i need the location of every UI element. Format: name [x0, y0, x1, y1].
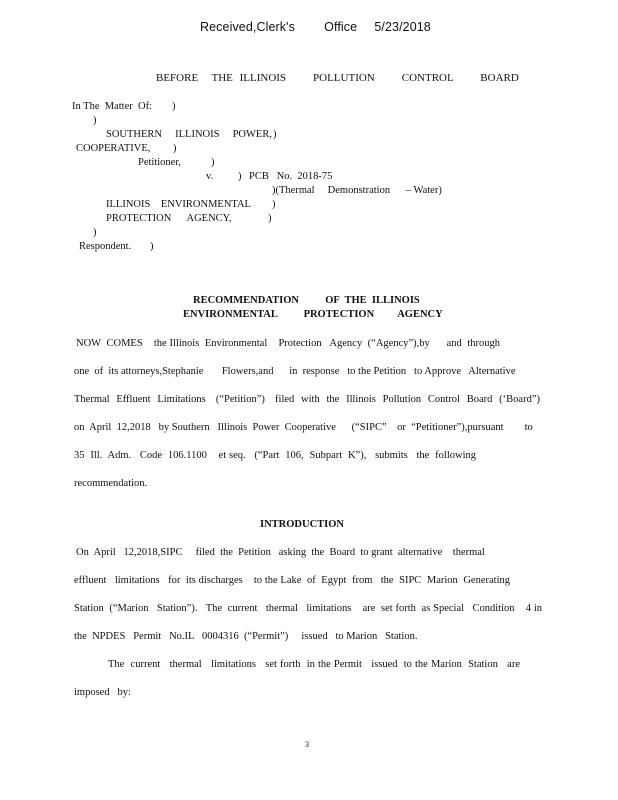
- caption-petitioner-name: SOUTHERN ILLINOIS POWER,: [106, 129, 272, 140]
- caption-bracket: ): [272, 199, 276, 210]
- caption-bracket: ): [93, 227, 97, 238]
- paragraph-line: the NPDES Permit No.IL 0004316 (“Permit”) issued to Marion Station.: [74, 631, 418, 642]
- caption-bracket: ): [273, 129, 277, 140]
- caption-bracket: ): [238, 171, 242, 182]
- caption-respondent-role: Respondent.: [79, 241, 132, 252]
- caption-respondent-name: ILLINOIS ENVIRONMENTAL: [106, 199, 251, 210]
- caption-bracket: ): [173, 143, 177, 154]
- stamp-received: Received,Clerk's: [200, 20, 295, 34]
- page-number: 3: [305, 740, 309, 749]
- stamp-date: 5/23/2018: [374, 20, 431, 34]
- paragraph-line: on April 12,2018 by Southern Illinois Power Cooperative (“SIPC” or “Petitioner”),pursuant to: [74, 422, 533, 433]
- introduction-heading: INTRODUCTION: [260, 519, 345, 530]
- paragraph-line: On April 12,2018,SIPC filed the Petition asking the Board to grant alternative thermal: [76, 547, 485, 558]
- paragraph-line: imposed by:: [74, 687, 131, 698]
- case-description: )(Thermal Demonstration – Water): [272, 185, 442, 196]
- paragraph-line: NOW COMES the Illinois Environmental Protection Agency (“Agency”),by and through: [76, 338, 500, 349]
- case-number: PCB No. 2018-75: [249, 171, 333, 182]
- paragraph-line: recommendation.: [74, 478, 148, 489]
- caption-bracket: ): [268, 213, 272, 224]
- caption-bracket: ): [150, 241, 154, 252]
- paragraph-line: one of its attorneys,Stephanie Flowers,and in response to the Petition to Approve Alternative: [74, 366, 516, 377]
- clerk-stamp: [200, 20, 431, 34]
- board-title: BEFORE THE ILLINOIS POLLUTION CONTROL BOARD: [156, 72, 519, 84]
- paragraph-line: Station (“Marion Station”). The current thermal limitations are set forth as Special Condition 4 in: [74, 603, 542, 614]
- paragraph-line: 35 Ill. Adm. Code 106.1100 et seq. (“Part 106, Subpart K”), submits the following: [74, 450, 476, 461]
- paragraph-line: effluent limitations for its discharges to the Lake of Egypt from the SIPC Marion Generating: [74, 575, 510, 586]
- paragraph-line: Thermal Effluent Limitations (“Petition”) filed with the Illinois Pollution Control Board (‘Board”): [74, 394, 540, 405]
- caption-matter-of: In The Matter Of:: [72, 101, 152, 112]
- caption-bracket: ): [93, 115, 97, 126]
- document-heading-line1: RECOMMENDATION OF THE ILLINOIS: [193, 295, 420, 306]
- caption-bracket: ): [211, 157, 215, 168]
- paragraph-line: The current thermal limitations set forth in the Permit issued to the Marion Station are: [108, 659, 520, 670]
- stamp-office: Office: [324, 20, 358, 34]
- document-heading-line2: ENVIRONMENTAL PROTECTION AGENCY: [183, 309, 443, 320]
- caption-bracket: ): [172, 101, 176, 112]
- caption-petitioner-name-cont: COOPERATIVE,: [76, 143, 151, 154]
- caption-petitioner-role: Petitioner,: [138, 157, 182, 168]
- caption-versus: v.: [206, 171, 214, 182]
- caption-respondent-name-cont: PROTECTION AGENCY,: [106, 213, 232, 224]
